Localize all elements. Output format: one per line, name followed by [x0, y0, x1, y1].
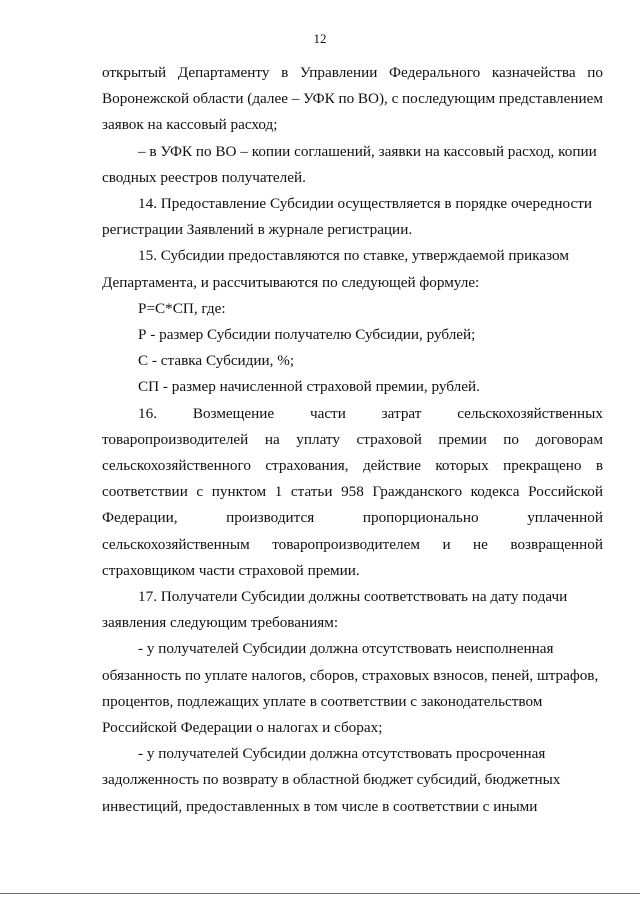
word: страхования,	[265, 457, 349, 475]
word: Федерации,	[102, 509, 178, 527]
word: Департаменту	[177, 64, 270, 81]
word: уплаченной	[527, 509, 603, 527]
text-line: - у получателей Субсидии должна отсутствовать просроченная	[138, 745, 546, 763]
word: возвращенной	[510, 535, 603, 553]
word: Воронежской	[102, 90, 190, 108]
word: по	[338, 90, 355, 108]
text-line: Департамента, и рассчитываются по следующей формуле:	[102, 273, 480, 291]
paragraph-14	[102, 191, 603, 243]
word: Российской	[528, 483, 603, 501]
word: Управлении	[299, 64, 378, 81]
word: Возмещение	[192, 404, 275, 422]
word: последующим	[402, 90, 496, 108]
text-line: 17. Получатели Субсидии должны соответствовать на дату подачи	[138, 588, 568, 606]
word: пропорционально	[362, 509, 479, 527]
word: прекращено	[503, 457, 582, 475]
definition-c: С - ставка Субсидии, %;	[138, 352, 295, 370]
text-line: Российской Федерации о налогах и сборах;	[102, 719, 383, 737]
word: производится	[226, 509, 315, 527]
word: 958	[341, 483, 364, 501]
word: (далее	[247, 90, 288, 108]
word: УФК	[303, 90, 335, 108]
word: представлением	[498, 90, 603, 108]
paragraph-17	[102, 584, 603, 636]
text-line	[102, 427, 603, 453]
paragraph-16	[102, 401, 603, 584]
word: договорам	[535, 430, 603, 448]
formula-line: Р=С*СП, где:	[138, 299, 226, 317]
requirement-no-tax-debt	[102, 636, 603, 741]
text-line: обязанность по уплате налогов, сборов, страховых взносов, пеней, штрафов,	[102, 666, 599, 684]
paragraph-15	[102, 243, 603, 295]
word: действие	[362, 457, 421, 475]
word: Гражданского	[372, 483, 463, 501]
word: сельскохозяйственных	[457, 404, 603, 422]
text-line	[102, 401, 603, 427]
bottom-page-edge	[0, 893, 640, 894]
word: которых	[435, 457, 489, 475]
text-line: регистрации Заявлений в журнале регистрации.	[102, 221, 413, 239]
text-line: 14. Предоставление Субсидии осуществляется в порядке очередности	[138, 195, 592, 213]
document-body	[102, 60, 603, 820]
text-line	[102, 453, 603, 479]
word: товаропроизводителей	[102, 430, 249, 448]
text-line: инвестиций, предоставленных в том числе в соответствии с иными	[102, 797, 538, 815]
word: премии	[438, 430, 487, 448]
word: и	[442, 535, 451, 553]
text-line: заявления следующим требованиям:	[102, 614, 339, 632]
word: в	[595, 457, 603, 475]
text-line	[102, 479, 603, 505]
text-line: – в УФК по ВО – копии соглашений, заявки на кассовый расход, копии	[138, 142, 597, 160]
word: уплату	[296, 430, 340, 448]
text-line	[102, 86, 603, 112]
word: области	[192, 90, 244, 108]
word: страховой	[356, 430, 422, 448]
word: –	[291, 90, 300, 108]
word: с	[196, 483, 204, 501]
definition-sp: СП - размер начисленной страховой премии, рублей.	[138, 378, 480, 396]
word: затрат	[381, 404, 422, 422]
word: ВО),	[357, 90, 388, 108]
word: 1	[274, 483, 283, 501]
paragraph-ufk-documents	[102, 139, 603, 191]
word: сельскохозяйственным	[102, 535, 250, 553]
word: части	[309, 404, 346, 422]
paragraph-treasury-account	[102, 60, 603, 139]
word: по	[503, 430, 520, 448]
word: 16.	[138, 404, 157, 422]
requirement-no-overdue-debt	[102, 741, 603, 820]
page-number: 12	[313, 31, 327, 46]
word: сельскохозяйственного	[102, 457, 251, 475]
word: соответствии	[102, 483, 188, 501]
text-line: страховщиком части страховой премии.	[102, 561, 360, 579]
word: с	[391, 90, 399, 108]
word: товаропроизводителем	[272, 535, 420, 553]
word: статьи	[290, 483, 333, 501]
text-line: заявок на кассовый расход;	[102, 116, 278, 134]
word: кодекса	[470, 483, 520, 501]
text-line: сводных реестров получателей.	[102, 168, 306, 186]
word: по	[587, 64, 603, 81]
text-line: процентов, подлежащих уплате в соответствии с законодательством	[102, 692, 543, 710]
text-line	[102, 532, 603, 558]
text-line	[102, 505, 603, 531]
word: в	[281, 64, 289, 81]
text-line: - у получателей Субсидии должна отсутствовать неисполненная	[138, 640, 554, 658]
word: пунктом	[211, 483, 267, 501]
word: Федерального	[389, 64, 481, 81]
text-line	[102, 60, 603, 86]
word: открытый	[102, 64, 167, 81]
word: на	[264, 430, 280, 448]
text-line: 15. Субсидии предоставляются по ставке, утверждаемой приказом	[138, 247, 569, 265]
word: казначейства	[491, 64, 576, 81]
text-line: задолженность по возврату в областной бюджет субсидий, бюджетных	[102, 771, 561, 789]
definition-r: Р - размер Субсидии получателю Субсидии, рублей;	[138, 326, 476, 344]
word: не	[473, 535, 488, 553]
